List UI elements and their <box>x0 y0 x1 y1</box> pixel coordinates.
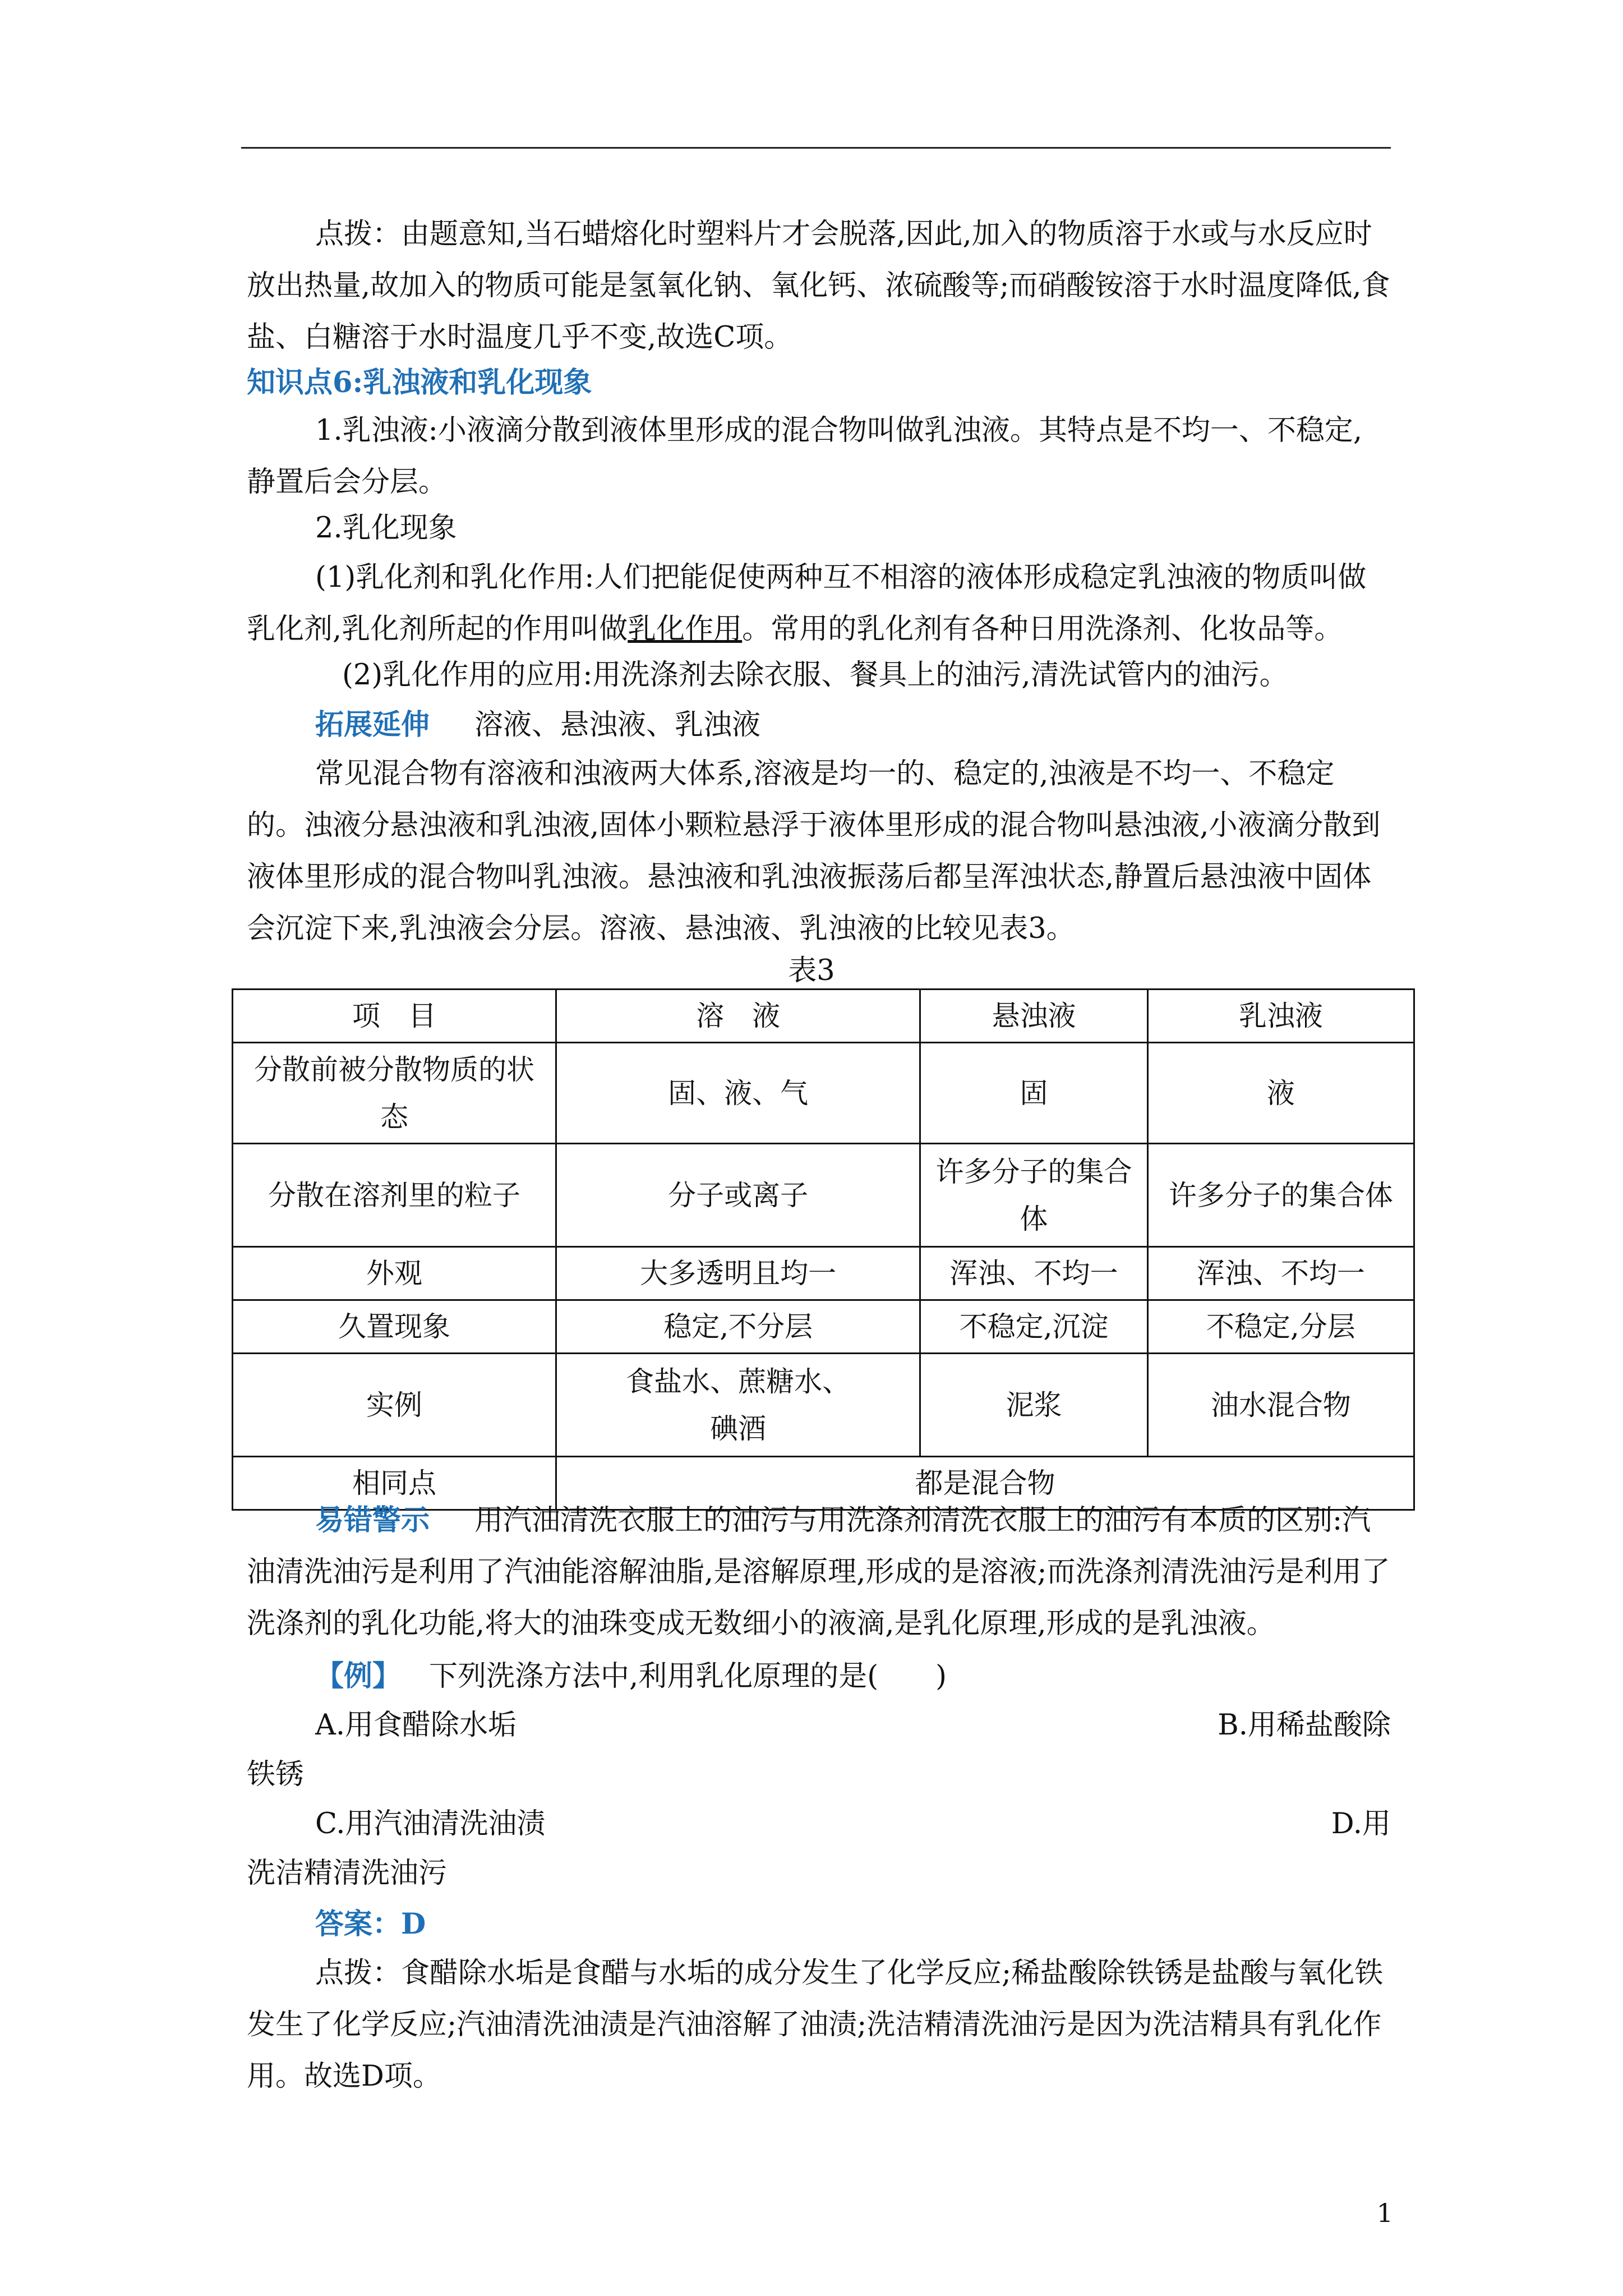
option-a: A.用食醋除水垢 <box>315 1709 517 1742</box>
section-title: 知识点6:乳浊液和乳化现象 <box>247 366 592 399</box>
extension-label: 拓展延伸 <box>315 708 430 742</box>
table-header-cell: 悬浊液 <box>920 990 1147 1043</box>
table-cell: 大多透明且均一 <box>556 1247 920 1300</box>
table-header-row <box>233 990 1414 1043</box>
table-cell: 固、液、气 <box>556 1043 920 1144</box>
point-2-2: (2)乳化作用的应用:用洗涤剂去除衣服、餐具上的油污,清洗试管内的油污。 <box>342 659 1288 692</box>
table-cell: 分子或离子 <box>556 1144 920 1247</box>
table-cell: 不稳定,分层 <box>1147 1300 1414 1354</box>
table-cell: 外观 <box>233 1247 556 1300</box>
options-row-1-wrap <box>247 1749 1391 1801</box>
option-c: C.用汽油清洗油渍 <box>315 1807 546 1841</box>
table-row <box>233 1247 1414 1300</box>
hint-paragraph-2 <box>247 1948 1391 2102</box>
extension-heading <box>247 699 1391 751</box>
table-cell: 泥浆 <box>920 1354 1147 1457</box>
options-row-2-wrap <box>247 1848 1391 1899</box>
table-cell: 油水混合物 <box>1147 1354 1414 1457</box>
option-d-part1: D.用 <box>1331 1807 1391 1841</box>
table-cell: 浑浊、不均一 <box>920 1247 1147 1300</box>
warning-paragraph <box>247 1494 1391 1650</box>
hint-text: 食醋除水垢是食醋与水垢的成分发生了化学反应;稀盐酸除铁锈是盐酸与氧化铁发生了化学反应;汽油清洗油渍是汽油溶解了油渍;洗洁精清洗油污是因为洗洁精具有乳化作用。故选D项。 <box>247 1957 1384 2093</box>
table-row <box>233 1354 1414 1457</box>
table-row <box>233 1043 1414 1144</box>
page-number: 1 <box>1376 2198 1393 2228</box>
warning-text: 用汽油清洗衣服上的油污与用洗涤剂清洗衣服上的油污有本质的区别:汽油清洗油污是利用了汽油能溶解油脂,是溶解原理,形成的是溶液;而洗涤剂清洗油污是利用了洗涤剂的乳化功能,将大的油珠变成无数细小的液滴,是乳化原理,形成的是乳浊液。 <box>247 1504 1390 1640</box>
answer-value: D <box>401 1907 426 1941</box>
table-cell: 许多分子的集合体 <box>1147 1144 1414 1247</box>
header-rule <box>241 147 1391 149</box>
example-question-text: 下列洗涤方法中,利用乳化原理的是( ) <box>429 1660 947 1693</box>
point-2: 2.乳化现象 <box>315 512 457 545</box>
table-cell: 食盐水、蔗糖水、碘酒 <box>556 1354 920 1457</box>
table-cell: 实例 <box>233 1354 556 1457</box>
example-question <box>247 1650 1391 1703</box>
table-cell: 分散在溶剂里的粒子 <box>233 1144 556 1247</box>
comparison-table <box>232 988 1415 1511</box>
hint-text: 由题意知,当石蜡熔化时塑料片才会脱落,因此,加入的物质溶于水或与水反应时放出热量,故加入的物质可能是氢氧化钠、氧化钙、浓硫酸等;而硝酸铵溶于水时温度降低,食盐、白糖溶于水时温度几乎不变,故选C项。 <box>247 218 1390 354</box>
table-cell: 相同点 <box>233 1457 556 1510</box>
table-cell: 都是混合物 <box>556 1457 1414 1510</box>
hint-label: 点拨： <box>315 218 402 251</box>
hint-label: 点拨： <box>315 1957 402 1990</box>
option-b-part1: B.用稀盐酸除 <box>1218 1709 1391 1742</box>
table-cell: 久置现象 <box>233 1300 556 1354</box>
warning-label: 易错警示 <box>315 1503 430 1537</box>
option-b-part2: 铁锈 <box>247 1758 305 1791</box>
table-cell: 许多分子的集合体 <box>920 1144 1147 1247</box>
hint-paragraph-1 <box>247 209 1391 364</box>
table-cell: 浑浊、不均一 <box>1147 1247 1414 1300</box>
table-row <box>233 1300 1414 1354</box>
table-cell: 稳定,不分层 <box>556 1300 920 1354</box>
example-label: 【例】 <box>315 1659 402 1693</box>
table-cell: 液 <box>1147 1043 1414 1144</box>
answer-label: 答案： <box>315 1907 402 1941</box>
table-row <box>233 1144 1414 1247</box>
extension-text: 常见混合物有溶液和浊液两大体系,溶液是均一的、稳定的,浊液是不均一、不稳定的。浊液分悬浊液和乳浊液,固体小颗粒悬浮于液体里形成的混合物叫悬浊液,小液滴分散到液体里形成的混合物叫乳浊液。悬浊液和乳浊液振荡后都呈浑浊状态,静置后悬浊液中固体会沉淀下来,乳浊液会分层。溶液、悬浊液、乳浊液的比较见表3。 <box>247 757 1381 945</box>
table-cell: 不稳定,沉淀 <box>920 1300 1147 1354</box>
table-header-cell: 项 目 <box>233 990 556 1043</box>
table-cell: 固 <box>920 1043 1147 1144</box>
option-d-part2: 洗洁精清洗油污 <box>247 1857 448 1890</box>
table-caption: 表3 <box>788 954 835 987</box>
point-1: 1.乳浊液:小液滴分散到液体里形成的混合物叫做乳浊液。其特点是不均一、不稳定,静置后会分层。 <box>247 414 1363 499</box>
point-2-1: (1)乳化剂和乳化作用:人们把能促使两种互不相溶的液体形成稳定乳浊液的物质叫做乳化剂,乳化剂所起的作用叫做乳化作用。常用的乳化剂有各种日用洗涤剂、化妆品等。 <box>247 561 1367 646</box>
table-header-cell: 溶 液 <box>556 990 920 1043</box>
table-header-cell: 乳浊液 <box>1147 990 1414 1043</box>
underlined-term: 乳化作用 <box>628 613 743 646</box>
table-cell: 分散前被分散物质的状态 <box>233 1043 556 1144</box>
extension-title: 溶液、悬浊液、乳浊液 <box>474 708 761 742</box>
answer-line <box>247 1898 1391 1950</box>
